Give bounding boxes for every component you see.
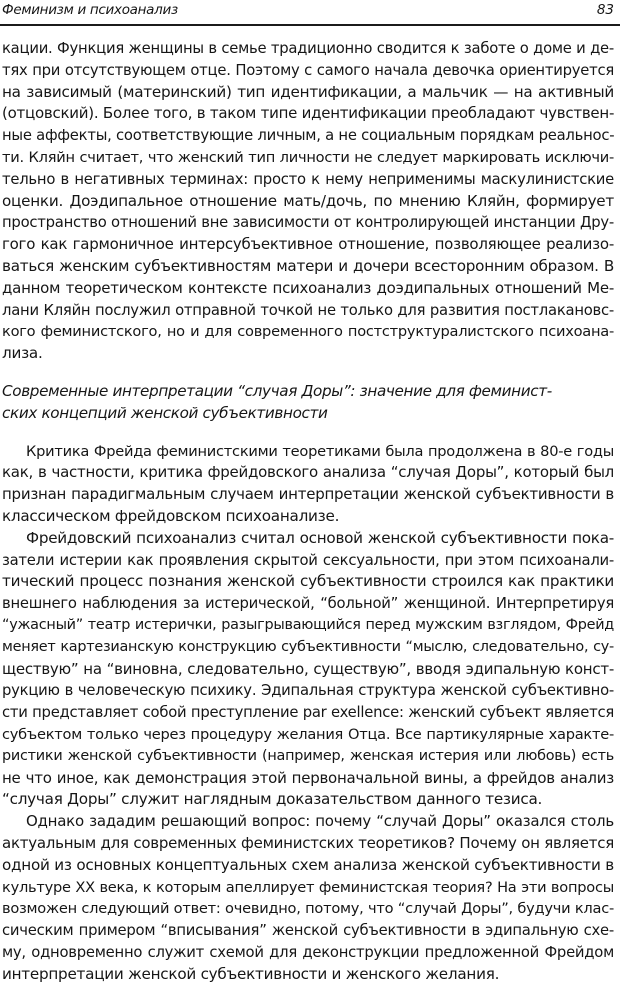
text-line: внешнего наблюдения за истерической, “больной” женщиной. Интерпретируя (2, 595, 614, 613)
header-rule (0, 24, 620, 26)
text-line: (отцовский). Более того, в таком типе идентификации преобладают чувствен- (2, 104, 614, 123)
text-line: классическом фрейдовском психоанализе. (2, 507, 340, 525)
text-line: затели истерии как проявления скрытой сексуальности, при этом психоанали- (2, 551, 614, 569)
text-line: сти представляет собой преступление par exellence: женский субъект является (2, 704, 614, 722)
text-line: ваться женским субъективностям матери и дочери всесторонним образом. В (2, 257, 614, 275)
text-line: лиза. (2, 344, 43, 363)
text-line: интерпретации женской субъективности и женского желания. (2, 964, 500, 983)
text-line: ристики женской субъективности (например, женская истерия или любовь) есть (2, 747, 614, 764)
text-line: ти. Кляйн считает, что женский тип личности не следует маркировать исключи- (2, 149, 614, 166)
text-line: сическим примером “вписывания” женской субъективности в эдипальную схе- (2, 922, 614, 940)
text-line: оценки. Доэдипальное отношение мать/дочь, по мнению Кляйн, формирует (2, 191, 614, 210)
page-number: 83 (596, 2, 614, 18)
text-line: лани Кляйн послужил отправной точкой не только для развития постлакановс- (2, 301, 614, 319)
text-line: тический процесс познания женской субъективности строился как практики (2, 572, 614, 591)
text-line: кации. Функция женщины в семье традиционно сводится к заботе о доме и де- (2, 40, 614, 57)
text-line: данном теоретическом контексте психоанализ доэдипальных отношений Ме- (2, 278, 614, 297)
text-line: пространство отношений вне зависимости от контролирующей инстанции Дру- (2, 214, 614, 232)
text-line: гого как гармоничное интерсубъективное отношение, позволяющее реализо- (2, 235, 614, 254)
text-line: кого феминистского, но и для современного постструктуралистского психоана- (2, 323, 614, 341)
text-line: Фрейдовский психоанализ считал основой женской субъективности пока- (26, 528, 614, 547)
text-line: “ужасный” театр истерички, разыгрывающийся перед мужским взглядом, Фрейд (2, 617, 614, 633)
text-line: тях при отсутствующем отце. Поэтому с самого начала девочка ориентируется (2, 61, 614, 79)
text-line: ные аффекты, соответствующие личным, а не социальным порядкам реальнос- (2, 127, 614, 145)
running-title: Феминизм и психоанализ (2, 2, 178, 18)
section-heading-line: ских концепций женской субъективности (2, 403, 328, 422)
text-line: тельно в негативных терминах: просто к нему неприменимы маскулинистские (2, 170, 614, 188)
text-line: одной из основных концептуальных схем анализа женской субъективности в (2, 855, 614, 874)
text-line: ществую” на “виновна, следовательно, существую”, вводя эдипальную конст- (2, 659, 614, 678)
text-line: возможен следующий ответ: очевидно, потому, что “случай Доры”, будучи клас- (2, 900, 614, 918)
text-line: субъектом только через процедуру желания Отца. Все партикулярные характе- (2, 726, 614, 743)
text-line: как, в частности, критика фрейдовского анализа “случая Доры”, который был (2, 463, 614, 482)
text-line: культуре XX века, к которым апеллирует феминистская теория? На эти вопросы (2, 878, 614, 896)
text-line: му, одновременно служит схемой для деконструкции предложенной Фрейдом (2, 944, 614, 961)
running-header (2, 0, 614, 20)
text-line: на зависимый (материнский) тип идентификации, а мальчик — на активный (2, 82, 614, 101)
text-line: рукцию в человеческую психику. Эдипальная структура женской субъективно- (2, 682, 614, 700)
section-heading-line: Современные интерпретации “случая Доры”: значение для феминист- (2, 382, 552, 400)
text-line: меняет картезианскую конструкцию субъективности “мыслю, следовательно, су- (2, 638, 614, 655)
text-line: признан парадигмальным случаем интерпретации женской субъективности в (2, 485, 614, 504)
text-line: Однако зададим решающий вопрос: почему “случай Доры” оказался столь (26, 812, 614, 831)
text-line: актуальным для современных феминистских теоретиков? Почему он является (2, 834, 614, 852)
text-line: Критика Фрейда феминистскими теоретиками была продолжена в 80-е годы (26, 442, 614, 460)
text-line: “случая Доры” служит наглядным доказательством данного тезиса. (2, 790, 543, 809)
text-line: не что иное, как демонстрация этой первоначальной вины, а фрейдов анализ (2, 768, 614, 787)
